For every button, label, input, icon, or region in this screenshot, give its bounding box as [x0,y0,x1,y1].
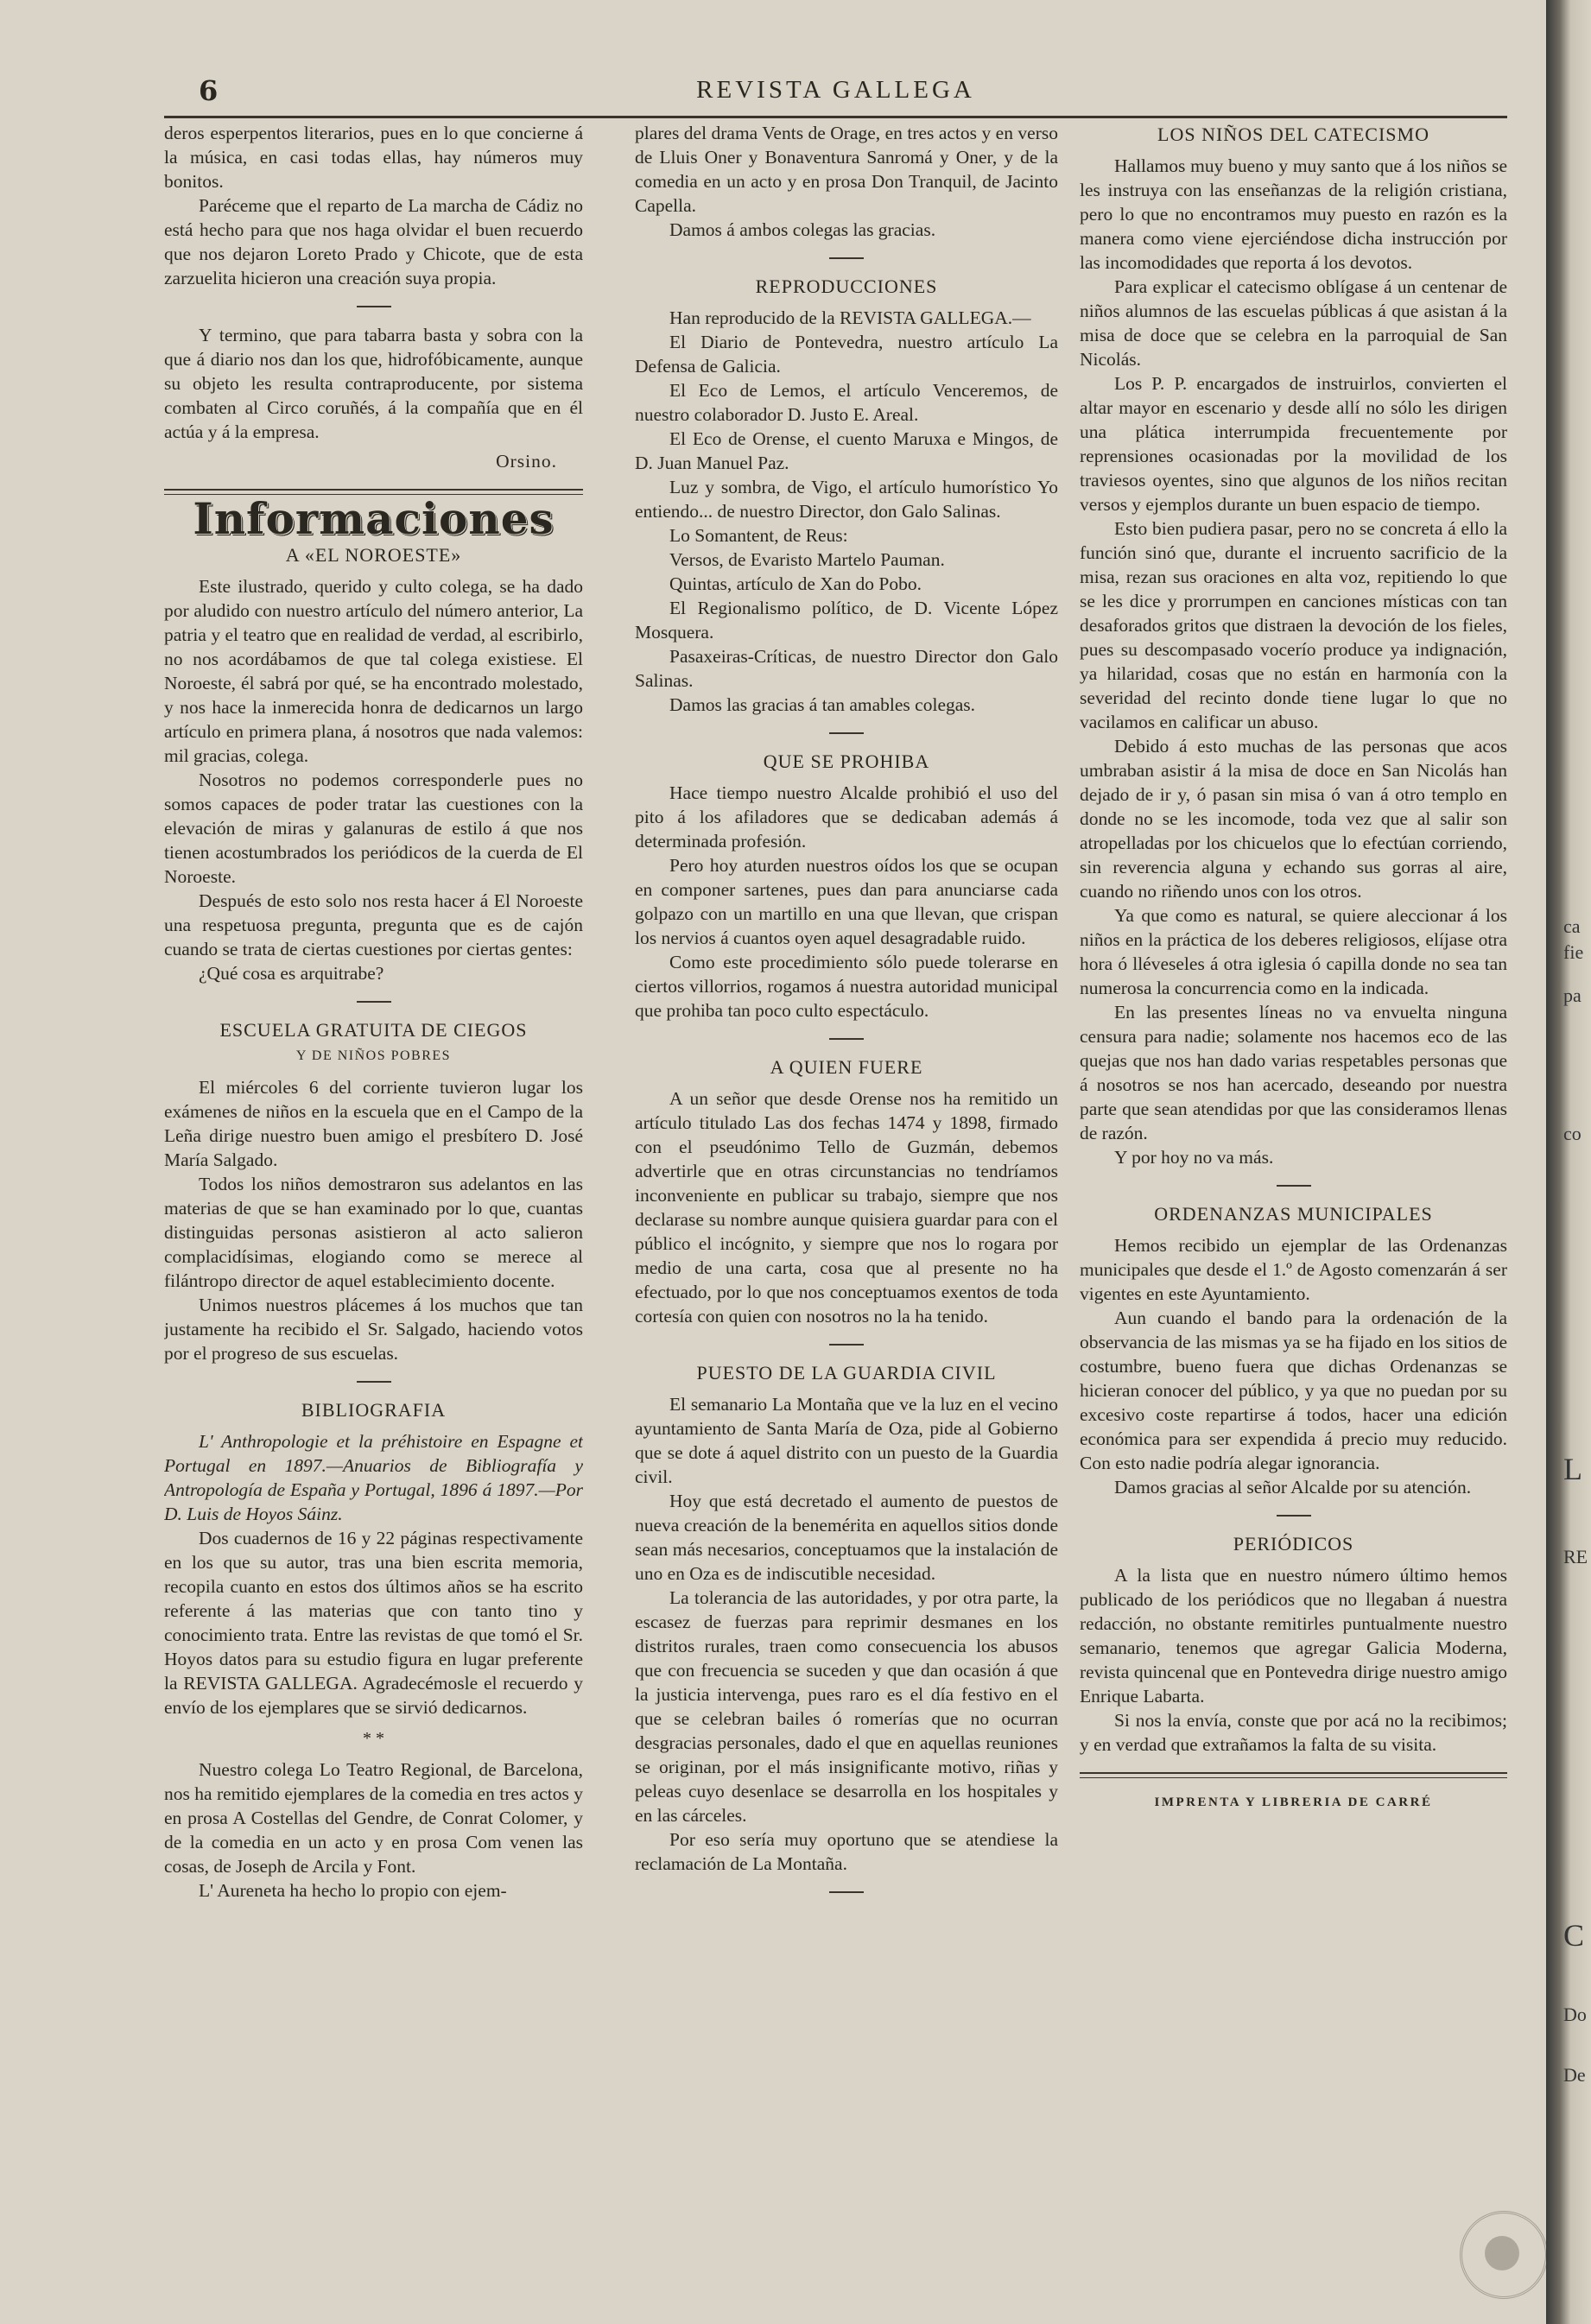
edge-text: L [1563,1452,1582,1486]
separator [357,1001,391,1003]
running-title: REVISTA GALLEGA [696,76,975,104]
article-title: ORDENANZAS MUNICIPALES [1154,1203,1433,1225]
list-item: El Eco de Lemos, el artículo Venceremos, de nuestro colaborador D. Justo E. Areal. [635,380,1058,425]
paragraph: Damos á ambos colegas las gracias. [669,219,936,240]
article-title: BIBLIOGRAFIA [301,1399,447,1421]
column-3 [1080,121,1507,2272]
edge-text: C [1563,1918,1585,1953]
article-title: PERIÓDICOS [1233,1533,1354,1555]
paragraph: Hace tiempo nuestro Alcalde prohibió el uso del pito á los afiladores que se dedicaban además á determinada profesión. [635,782,1058,852]
page-header [164,73,1507,118]
list-item: El Eco de Orense, el cuento Maruxa e Mingos, de D. Juan Manuel Paz. [635,428,1058,473]
paragraph: Debido á esto muchas de las personas que acos umbraban asistir á la misa de doce en San Nicolás han dejado de ir y, ó pasan sin misa ó van á otro templo en donde no se les incomode, toda vez que al salir son atropelladas por los chicuelos que lo efectúan corriendo, sin reverencia alguna y echando sus gorras al aire, cuando no riñendo unos con los otros. [1080,736,1507,902]
paragraph: Nosotros no podemos corresponderle pues no somos capaces de poder tratar las cuestiones con la elevación de miras y galanuras de estilo á que nos tienen acostumbrados los periódicos de la cuerda de El Noroeste. [164,769,583,887]
list-item: Pasaxeiras-Críticas, de nuestro Director don Galo Salinas. [635,646,1058,691]
separator [1277,1185,1311,1187]
paragraph: Hoy que está decretado el aumento de puestos de nueva creación de la benemérita en aquellos sitios donde sean más necesarios, conceptuamos que la instalación de uno en Oza es de indiscutible necesidad. [635,1491,1058,1584]
article-title: LOS NIÑOS DEL CATECISMO [1157,123,1429,145]
separator [829,257,864,259]
list-item: Versos, de Evaristo Martelo Pauman. [669,549,945,570]
list-item: Quintas, artículo de Xan do Pobo. [669,573,922,594]
paragraph: Hallamos muy bueno y muy santo que á los niños se les instruya con las enseñanzas de la religión cristiana, pero lo que no encontramos muy puesto en razón es la manera como viene ejerciéndose dicha instrucción por las incomodidades que reporta á los devotos. [1080,155,1507,273]
paragraph: El miércoles 6 del corriente tuvieron lugar los exámenes de niños en la escuela que en el Campo de la Leña dirige nuestro buen amigo el presbítero D. José María Salgado. [164,1077,583,1170]
paragraph: A un señor que desde Orense nos ha remitido un artículo titulado Las dos fechas 1474 y 1898, firmado con el pseudónimo Tello de Guzmán, debemos advertirle que en otras circunstancias no tendríamos inconveniente en publicar su trabajo, siempre que nos declarase su nombre aunque quisiera guardar para con el público el incógnito, y siempre que nos lo rogara por medio de una carta, cosa que al presente no ha efectuado, por lo que nos conceptuamos exentos de toda cortesía con quien con nosotros no la ha tenido. [635,1088,1058,1327]
paragraph: Si nos la envía, conste que por acá no la recibimos; y en verdad que extrañamos la falta de su visita. [1080,1710,1507,1755]
paragraph: plares del drama Vents de Orage, en tres actos y en verso de Lluis Oner y Bonaventura Sanromá y Oner, y de la comedia en un acto y en prosa Don Tranquil, de Jacinto Capella. [635,123,1058,216]
paragraph: Y por hoy no va más. [1114,1147,1274,1168]
paragraph: Hemos recibido un ejemplar de las Ordenanzas municipales que desde el 1.º de Agosto comenzarán á ser vigentes en este Ayuntamiento. [1080,1235,1507,1304]
paragraph: Por eso sería muy oportuno que se atendiese la reclamación de La Montaña. [635,1829,1058,1874]
paragraph: Y termino, que para tabarra basta y sobra con la que á diario nos dan los que, hidrofóbicamente, aunque su objeto les resulta contraproducente, por sistema combaten al Circo coruñés, á la compañía que en él actúa y á la empresa. [164,325,583,442]
article-title: PUESTO DE LA GUARDIA CIVIL [696,1362,997,1384]
article-title: QUE SE PROHIBA [763,750,930,772]
article-title: A QUIEN FUERE [770,1056,923,1078]
paragraph: Como este procedimiento sólo puede tolerarse en ciertos villorrios, rogamos á nuestra autoridad municipal que prohiba tan poco culto espectáculo. [635,952,1058,1021]
paragraph: Dos cuadernos de 16 y 22 páginas respectivamente en los que su autor, tras una bien escrita memoria, recopila cuanto en estos dos últimos años se ha escrito referente á las materias que con tanto tino y conocimiento trata. Entre las revistas de que tomó el Sr. Hoyos datos para su estudio figura en lugar preferente la REVISTA GALLEGA. Agradecémosle el recuerdo y envío de los ejemplares que se sirvió dedicarnos. [164,1528,583,1718]
paragraph: Paréceme que el reparto de La marcha de Cádiz no está hecho para que nos haga olvidar el buen recuerdo que nos dejaron Loreto Prado y Chicote, que de esta zarzuelita hicieron una creación suya propia. [164,195,583,288]
paragraph: Todos los niños demostraron sus adelantos en las materias de que se han examinado por lo que, cuantas distinguidas personas asistieron al acto salieron complacidísimas, elogiando como se merece al filántropo director de aquel establecimiento docente. [164,1174,583,1291]
paragraph: ¿Qué cosa es arquitrabe? [199,963,384,984]
separator [1277,1515,1311,1517]
list-item: Lo Somantent, de Reus: [669,525,848,546]
page-number: 6 [199,74,219,107]
section-title: Informaciones [193,493,555,544]
separator [829,1038,864,1040]
list-item: El Diario de Pontevedra, nuestro artículo La Defensa de Galicia. [635,332,1058,377]
paragraph: L' Aureneta ha hecho lo propio con ejem- [199,1880,507,1901]
footer-rule [1080,1772,1507,1778]
paragraph: A la lista que en nuestro número último hemos publicado de los periódicos que no llegaban á nuestra redacción, no obstante remitirles puntualmente nuestro semanario, tenemos que agregar Galicia Moderna, revista quincenal que en Pontevedra dirige nuestro amigo Enrique Labarta. [1080,1565,1507,1707]
separator [829,1344,864,1346]
article-subtitle: Y DE NIÑOS POBRES [295,1048,452,1063]
library-stamp-icon [1460,2211,1546,2299]
edge-text: Do [1563,2004,1587,2025]
paragraph: Aun cuando el bando para la ordenación de la observancia de las mismas ya se ha fijado en los sitios de costumbre, bueno fuera que dichas Ordenanzas se hicieran conocer del público, y ya que no puedan por su excesivo coste repartirse á todos, hacer una edición económica para ser expendida á precio muy reducido. Con esto nadie podría alegar ignorancia. [1080,1308,1507,1473]
adjacent-page-edge [1546,0,1591,2324]
paragraph: Esto bien pudiera pasar, pero no se concreta á ello la función sinó que, durante el incruento sacrificio de la misa, rezan sus oraciones en alta voz, repitiendo lo que se les dice y prorrumpen en canciones místicas con tan desaforados gritos que distraen la devoción de los fieles, pues su descompasado vocerío produce ya indignación, ya hilaridad, cosas que no están en harmonía con la severidad del recinto donde tiene lugar lo que no vacilamos en calificar un abuso. [1080,518,1507,732]
edge-text: De [1563,2064,1586,2086]
edge-text: pa [1563,985,1581,1006]
paragraph: Para explicar el catecismo oblígase á un centenar de niños alumnos de las escuelas públicas á que asistan á la misa de doce que se celebra en la parroquial de San Nicolás. [1080,276,1507,370]
column-2 [635,121,1058,2272]
column-1 [164,121,583,2272]
edge-text: ca [1563,915,1581,937]
paragraph: deros esperpentos literarios, pues en lo que concierne á la música, en casi todas ellas, hay números muy bonitos. [164,123,583,192]
paragraph: En las presentes líneas no va envuelta ninguna censura para nadie; solamente nos hacemos eco de las quejas que nos han dado varias respetables personas que á nosotros se nos han acercado, deseando por nuestra parte que sean atendidas por que las consideramos llenas de razón. [1080,1002,1507,1143]
paragraph: Ya que como es natural, se quiere aleccionar á los niños en la práctica de los deberes religiosos, elíjase otra hora ó lléveseles á otra iglesia ó capilla donde no sea tan numerosa la concurrencia como en la indicada. [1080,905,1507,998]
list-item: Damos las gracias á tan amables colegas. [669,694,976,715]
list-item: El Regionalismo político, de D. Vicente López Mosquera. [635,598,1058,643]
separator [357,306,391,307]
edge-text: fie [1563,941,1584,963]
paragraph: Después de esto solo nos resta hacer á El Noroeste una respetuosa pregunta, pregunta que es de cajón cuando se trata de ciertas cuestiones por ciertas gentes: [164,890,583,959]
article-title: A «EL NOROESTE» [285,544,462,566]
separator [829,1891,864,1893]
paragraph: La tolerancia de las autoridades, y por otra parte, la escasez de fuerzas para reprimir desmanes en los distritos rurales, traen como consecuencia los abusos que con frecuencia se suceden y que dan ocasión á que la justicia intervenga, pues raro es el día festivo en el que se celebran bailes ó romerías que no ocurran desgracias personales, dado el que en aquellas reuniones se originan, por el más insignificante motivo, riñas y peleas cuyo desenlace se desarrolla en los hospitales y en las cárceles. [635,1587,1058,1826]
paragraph: L' Anthropologie et la préhistoire en Espagne et Portugal en 1897.—Anuarios de Bibliografía y Antropología de España y Portugal, 1896 á 1897.—Por D. Luis de Hoyos Sáinz. [164,1431,583,1524]
paragraph: Nuestro colega Lo Teatro Regional, de Barcelona, nos ha remitido ejemplares de la comedia en tres actos y en prosa A Costellas del Gendre, de Conrat Colomer, y de la comedia en un acto y en prosa Com venen las cosas, de Joseph de Arcila y Font. [164,1759,583,1877]
asterism: * * [363,1729,384,1748]
separator [357,1381,391,1383]
paragraph: El semanario La Montaña que ve la luz en el vecino ayuntamiento de Santa María de Oza, pide al Gobierno que se dote á aquel distrito con un puesto de la Guardia civil. [635,1394,1058,1487]
list-item: Luz y sombra, de Vigo, el artículo humorístico Yo entiendo... de nuestro Director, don Galo Salinas. [635,477,1058,522]
imprint: IMPRENTA Y LIBRERIA DE CARRÉ [1154,1795,1433,1809]
article-title: ESCUELA GRATUITA DE CIEGOS [219,1019,528,1041]
paragraph: Este ilustrado, querido y culto colega, se ha dado por aludido con nuestro artículo del número anterior, La patria y el teatro que en realidad de verdad, al escribirlo, no nos acordábamos de que tal colega existiese. El Noroeste, él sabrá por qué, se ha encontrado molestado, y nos hace la inmerecida honra de dedicarnos un largo artículo en primera plana, á nosotros que nada valemos: mil gracias, colega. [164,576,583,766]
paragraph: Los P. P. encargados de instruirlos, convierten el altar mayor en escenario y desde allí no sólo les dirigen una plática interrumpida frecuentemente por reprensiones ocasionadas por la movilidad de los traviesos oyentes, sino que algunos de los niños recitan versos y ejemplos durante un buen espacio de tiempo. [1080,373,1507,515]
paragraph: Han reproducido de la REVISTA GALLEGA.— [669,307,1031,328]
article-title: REPRODUCCIONES [755,275,938,297]
edge-text: RE [1563,1546,1588,1567]
paragraph: Damos gracias al señor Alcalde por su atención. [1114,1477,1472,1498]
paragraph: Unimos nuestros plácemes á los muchos que tan justamente ha recibido el Sr. Salgado, haciendo votos por el progreso de sus escuelas. [164,1295,583,1364]
signature: Orsino. [496,451,557,472]
edge-text: co [1563,1123,1581,1144]
paragraph: Pero hoy aturden nuestros oídos los que se ocupan en componer sartenes, pues dan para anunciarse cada golpazo con un martillo en una que llevan, que crispan los nervios á cuantos oyen aquel desagradable ruido. [635,855,1058,948]
separator [829,732,864,734]
